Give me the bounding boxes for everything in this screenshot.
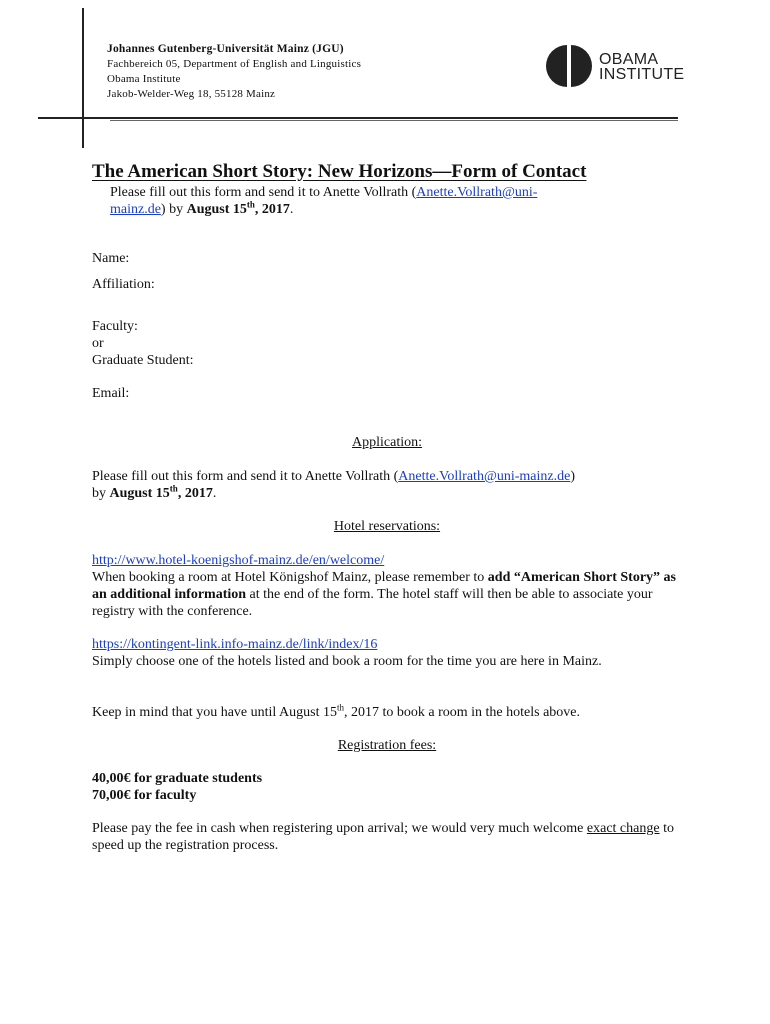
intro-text: Please fill out this form and send it to Anette Vollrath (	[110, 185, 417, 200]
payment-paragraph: Please pay the fee in cash when registering upon arrival; we would very much welcome exact change to speed up the registration process.	[92, 821, 674, 853]
application-paragraph: Please fill out this form and send it to Anette Vollrath (Anette.Vollrath@uni-mainz.de) by August 15th, 2017.	[92, 469, 575, 501]
label-name: Name:	[92, 251, 130, 266]
label-affiliation: Affiliation:	[92, 277, 155, 292]
header-divider	[38, 117, 678, 119]
hotel-booking-note: add “American Short Story” as an additional information	[92, 570, 677, 602]
institution-address	[107, 42, 361, 102]
fee-faculty: 70,00€ for faculty	[92, 788, 197, 803]
hotel-paragraph-1: http://www.hotel-koenigshof-mainz.de/en/welcome/ When booking a room at Hotel Königshof Mainz, please remember to add “American Short Story” as an additional information at the end of the form. The hotel staff will then be able to associate your registry with the conference.	[92, 553, 677, 619]
label-faculty: Faculty:	[92, 319, 138, 334]
hotel-paragraph-2: https://kontingent-link.info-mainz.de/link/index/16 Simply choose one of the hotels listed and book a room for the time you are here in Mainz.	[92, 637, 602, 669]
application-deadline: August 15th, 2017	[109, 483, 213, 501]
kontingent-link[interactable]: https://kontingent-link.info-mainz.de/link/index/16	[92, 637, 378, 652]
label-graduate: Graduate Student:	[92, 353, 194, 368]
label-or: or	[92, 336, 104, 351]
application-heading: Application:	[352, 435, 422, 450]
application-email-link[interactable]: Anette.Vollrath@uni-mainz.de	[398, 469, 571, 484]
hotel-koenigshof-link[interactable]: http://www.hotel-koenigshof-mainz.de/en/welcome/	[92, 553, 385, 568]
hotel-deadline-paragraph: Keep in mind that you have until August 15th, 2017 to book a room in the hotels above.	[92, 702, 581, 720]
logo-line-2: INSTITUTE	[599, 66, 685, 83]
fees-heading: Registration fees:	[337, 738, 437, 753]
vertical-rule	[82, 8, 84, 148]
logo-text	[599, 52, 684, 82]
logo-mark-icon	[545, 44, 593, 88]
department-name: Fachbereich 05, Department of English and Linguistics	[107, 58, 362, 70]
exact-change: exact change	[586, 821, 660, 836]
page-title: The American Short Story: New Horizons—Form of Contact	[92, 161, 587, 182]
hotel-heading: Hotel reservations:	[333, 519, 441, 534]
fee-graduate: 40,00€ for graduate students	[92, 771, 263, 786]
label-email: Email:	[92, 386, 130, 401]
intro-deadline: August 15th, 2017	[186, 199, 290, 217]
street-address: Jakob-Welder-Weg 18, 55128 Mainz	[107, 88, 276, 100]
intro-email-link[interactable]: Anette.Vollrath@uni- mainz.de	[110, 185, 538, 217]
obama-institute-logo	[545, 44, 685, 88]
intro-paragraph: Please fill out this form and send it to Anette Vollrath (Anette.Vollrath@uni- mainz.de) by August 15th, 2017.	[110, 185, 538, 217]
header-divider-thin	[110, 120, 678, 121]
logo-line-1: OBAMA	[599, 51, 659, 68]
university-name: Johannes Gutenberg-Universität Mainz (JGU)	[107, 43, 344, 55]
institute-name: Obama Institute	[107, 73, 181, 85]
